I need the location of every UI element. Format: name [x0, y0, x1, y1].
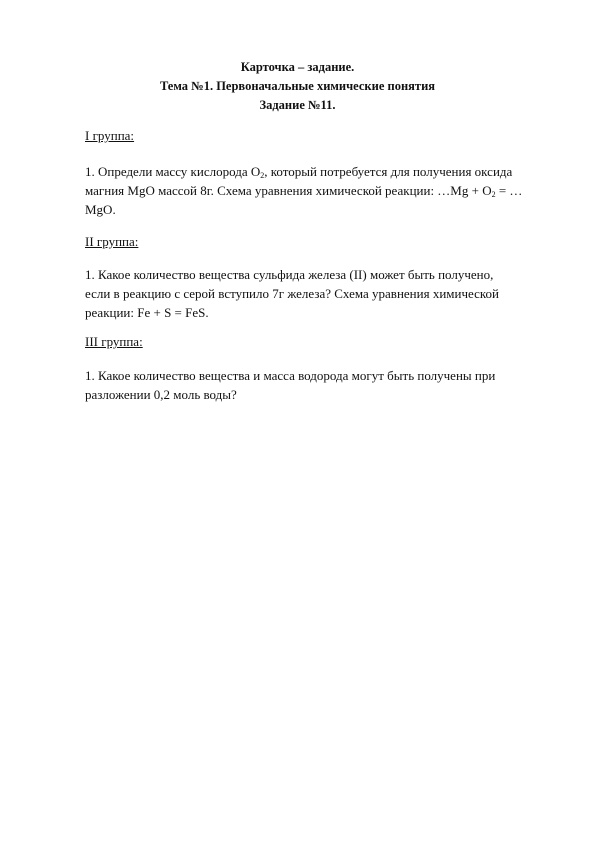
- group-2-task: [85, 265, 555, 322]
- group-1-task: [85, 162, 555, 219]
- group-2-title: II группа:: [85, 234, 139, 249]
- task-line: 1. Какое количество вещества и масса водорода могут быть получены при: [85, 368, 496, 383]
- card-task-number: Задание №11.: [259, 98, 336, 112]
- task-line: 1. Определи массу кислорода $O_2$, который потребуется для получения оксида: [85, 164, 513, 180]
- group-1-title: I группа:: [85, 128, 135, 143]
- task-line: разложении 0,2 моль воды?: [85, 387, 237, 402]
- task-line: MgO.: [85, 202, 116, 217]
- task-line: реакции: Fe + S = FeS.: [85, 305, 209, 320]
- task-line: 1. Какое количество вещества сульфида железа (II) может быть получено,: [85, 267, 494, 282]
- card-header: [0, 58, 595, 115]
- card-topic: Тема №1. Первоначальные химические понятия: [159, 79, 436, 93]
- task-line: если в реакцию с серой вступило 7г железа? Схема уравнения химической: [85, 286, 499, 301]
- task-line: магния MgO массой 8г. Схема уравнения химической реакции: …Mg + $O_2$ = …: [85, 183, 523, 199]
- card-title: Карточка – задание.: [240, 60, 355, 74]
- group-3-task: [85, 366, 555, 404]
- group-3-title: III группа:: [85, 334, 143, 349]
